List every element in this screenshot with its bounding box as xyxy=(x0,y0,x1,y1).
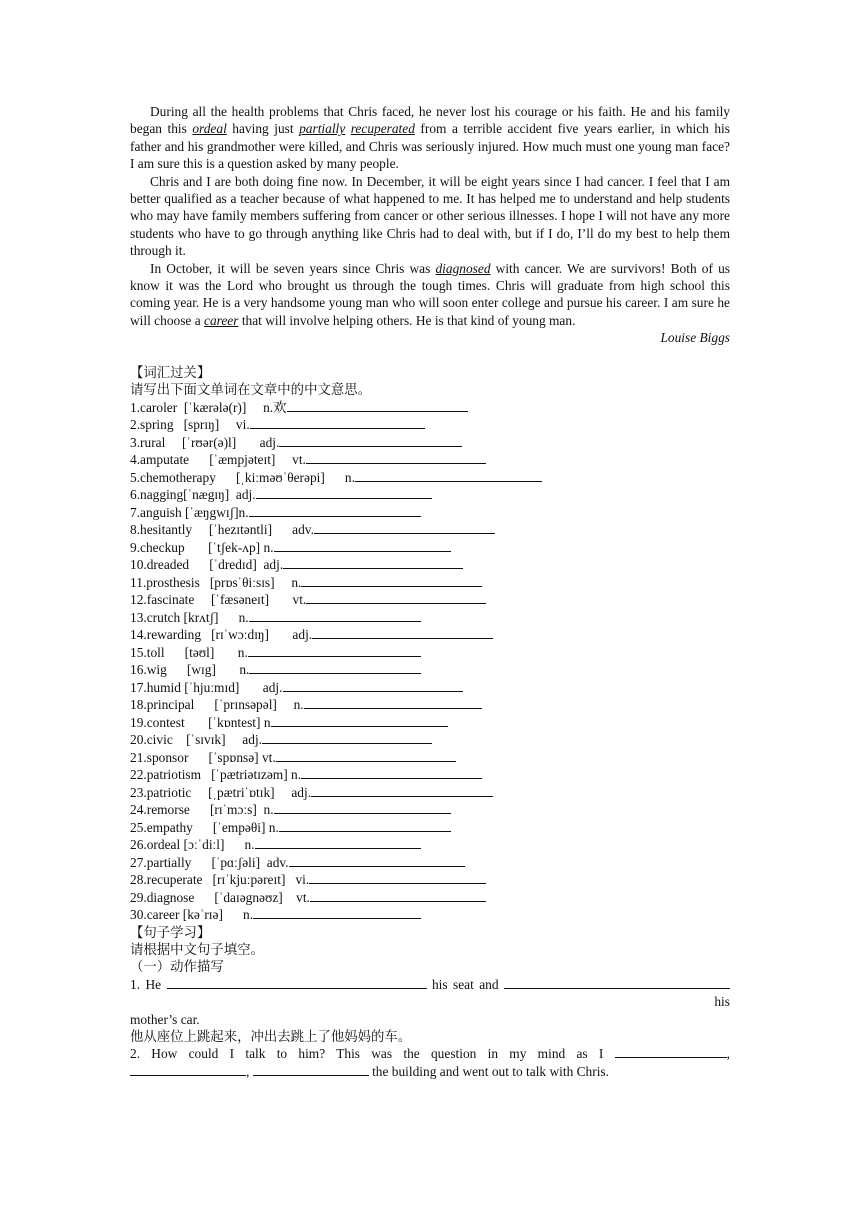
answer-blank[interactable] xyxy=(287,399,468,412)
sentence-2-continued xyxy=(130,1063,730,1080)
vocab-list xyxy=(130,399,730,924)
vocab-word: 5.chemotherapy [ˌkiːməʊˈθerəpi] n. xyxy=(130,469,355,485)
answer-blank[interactable] xyxy=(306,591,486,604)
text-run: his xyxy=(130,994,730,1010)
vocab-item xyxy=(130,784,730,802)
vocab-item xyxy=(130,749,730,767)
vocab-word: 24.remorse [rɪˈmɔːs] n. xyxy=(130,802,274,817)
sentence-1-chinese: 他从座位上跳起来，冲出去跳上了他妈妈的车。 xyxy=(130,1028,412,1044)
answer-blank[interactable] xyxy=(615,1045,727,1058)
vocab-word: 30.career [kəˈrɪə] n. xyxy=(130,907,254,922)
vocab-item xyxy=(130,731,730,749)
text-run: , xyxy=(246,1063,250,1079)
answer-blank[interactable] xyxy=(314,521,495,534)
vocab-word: 3.rural [ˈrʊər(ə)l] adj. xyxy=(130,434,280,450)
sentence-instruction: 请根据中文句子填空。 xyxy=(130,941,264,957)
vocab-item xyxy=(130,766,730,784)
vocab-item xyxy=(130,889,730,907)
vocab-word: 28.recuperate [rɪˈkjuːpəreɪt] vi. xyxy=(130,872,310,887)
vocab-item xyxy=(130,434,730,452)
text-run: that will involve helping others. He is that kind of young man. xyxy=(238,312,576,328)
vocab-item xyxy=(130,469,730,487)
vocab-item xyxy=(130,854,730,872)
passage-paragraph-1 xyxy=(130,103,730,173)
text-run: 2. How could I talk to him? This was the question in my mind as I xyxy=(130,1046,615,1062)
key-word-ordeal: ordeal xyxy=(192,121,227,137)
vocab-word: 23.patriotic [ˌpætriˈɒtɪk] adj. xyxy=(130,784,312,800)
text-run: the building and went out to talk with Chris. xyxy=(368,1063,609,1079)
answer-blank[interactable] xyxy=(253,1063,369,1076)
answer-blank[interactable] xyxy=(274,801,451,814)
vocab-item xyxy=(130,626,730,644)
vocab-item xyxy=(130,906,730,924)
vocab-word: 6.nagging[ˈnægɪŋ] adj. xyxy=(130,487,256,502)
vocab-word: 12.fascinate [ˈfæsəneɪt] vt. xyxy=(130,592,307,607)
answer-blank[interactable] xyxy=(301,766,482,779)
key-word-recuperated: recuperated xyxy=(350,121,415,137)
text-run: 1. He xyxy=(130,976,167,992)
vocab-word: 17.humid [ˈhjuːmɪd] adj. xyxy=(130,679,283,695)
text-run: with cancer. We are survivors! Both of us know it was the Lord who brought us through the tough times. Chris will graduate from high school this coming year. He is a very handsome young man who will soon enter college and pursue his career. I am sure he will choose a xyxy=(130,260,730,328)
vocab-item xyxy=(130,714,730,732)
vocab-word: 1.caroler [ˈkærələ(r)] n.欢 xyxy=(130,399,287,415)
vocab-item xyxy=(130,609,730,627)
vocab-item xyxy=(130,819,730,837)
vocab-word: 21.sponsor [ˈspɒnsə] vt. xyxy=(130,749,276,765)
answer-blank[interactable] xyxy=(310,889,486,902)
vocab-item xyxy=(130,591,730,609)
vocab-item xyxy=(130,696,730,714)
text-run: During all the health problems that Chris faced, he never lost his courage or his faith. He and his family began this xyxy=(130,104,730,137)
vocab-instruction: 请写出下面文单词在文章中的中文意思。 xyxy=(130,382,372,398)
vocab-item xyxy=(130,836,730,854)
vocab-item xyxy=(130,399,730,417)
vocab-word: 16.wig [wɪg] n. xyxy=(130,662,250,677)
answer-blank[interactable] xyxy=(250,416,425,429)
vocab-word: 18.principal [ˈprɪnsəpəl] n. xyxy=(130,697,304,712)
vocab-word: 4.amputate [ˈæmpjəteɪt] vt. xyxy=(130,452,306,467)
answer-blank[interactable] xyxy=(289,854,465,867)
answer-blank[interactable] xyxy=(355,469,542,482)
vocab-word: 19.contest [ˈkɒntest] n xyxy=(130,714,271,730)
sentence-2 xyxy=(130,1045,730,1062)
answer-blank[interactable] xyxy=(262,731,432,744)
vocab-item xyxy=(130,661,730,679)
vocab-word: 14.rewarding [rɪˈwɔːdɪŋ] adj. xyxy=(130,627,313,642)
answer-blank[interactable] xyxy=(311,784,493,797)
vocab-word: 10.dreaded [ˈdredɪd] adj. xyxy=(130,557,284,572)
passage-paragraph-2: Chris and I are both doing fine now. In December, it will be eight years since I had cancer. I feel that I am better qualified as a teacher because of what happened to me. It has helped me to understand and help students who may have family members suffering from cancer or other serious illnesses. I hope I will not have any more students who have to go through anything like Chris had to deal with, but if I do, I’ll do my best to help them through it. xyxy=(130,173,730,259)
answer-blank[interactable] xyxy=(283,679,464,692)
answer-blank[interactable] xyxy=(255,836,421,849)
key-word-partially: partially xyxy=(299,121,346,137)
vocab-item xyxy=(130,801,730,819)
answer-blank[interactable] xyxy=(283,556,463,569)
answer-blank[interactable] xyxy=(249,609,421,622)
text-run: his seat and xyxy=(426,976,504,992)
vocab-item xyxy=(130,451,730,469)
key-word-diagnosed: diagnosed xyxy=(435,260,491,276)
vocab-word: 22.patriotism [ˈpætriətɪzəm] n. xyxy=(130,767,302,782)
vocab-word: 2.spring [sprɪŋ] vi. xyxy=(130,417,250,432)
vocab-word: 13.crutch [krʌtʃ] n. xyxy=(130,609,249,625)
answer-blank[interactable] xyxy=(312,626,493,639)
vocab-word: 7.anguish [ˈæŋgwɪʃ]n. xyxy=(130,504,249,520)
vocab-item xyxy=(130,539,730,557)
author-signature: Louise Biggs xyxy=(660,330,730,346)
answer-blank[interactable] xyxy=(279,434,462,447)
vocab-word: 26.ordeal [ɔːˈdiːl] n. xyxy=(130,837,255,852)
text-run: In October, it will be seven years since Chris was xyxy=(150,260,436,276)
text-run: , xyxy=(726,1046,730,1062)
subsection-action-description: （一）动作描写 xyxy=(130,959,224,975)
vocab-section-title: 【词汇过关】 xyxy=(130,364,211,380)
answer-blank[interactable] xyxy=(304,696,482,709)
answer-blank[interactable] xyxy=(248,644,421,657)
vocab-item xyxy=(130,871,730,889)
worksheet-page xyxy=(130,103,730,1080)
vocab-word: 25.empathy [ˈempəθi] n. xyxy=(130,819,279,835)
answer-blank[interactable] xyxy=(504,976,730,989)
vocab-item xyxy=(130,556,730,574)
answer-blank[interactable] xyxy=(167,976,427,989)
answer-blank[interactable] xyxy=(309,871,486,884)
vocab-item xyxy=(130,521,730,539)
sentence-section-title: 【句子学习】 xyxy=(130,924,211,940)
answer-blank[interactable] xyxy=(279,819,451,832)
vocab-item xyxy=(130,679,730,697)
text-run: having just xyxy=(226,121,300,137)
vocab-word: 27.partially [ˈpɑːʃəli] adv. xyxy=(130,854,289,870)
answer-blank[interactable] xyxy=(253,906,421,919)
answer-blank[interactable] xyxy=(249,504,421,517)
answer-blank[interactable] xyxy=(301,574,482,587)
vocab-item xyxy=(130,504,730,522)
vocab-item xyxy=(130,486,730,504)
vocab-item xyxy=(130,644,730,662)
vocab-word: 20.civic [ˈsɪvɪk] adj. xyxy=(130,732,263,747)
vocab-word: 8.hesitantly [ˈhezɪtəntli] adv. xyxy=(130,522,314,537)
answer-blank[interactable] xyxy=(271,714,448,727)
text-run: from a terrible accident five years earlier, in which his father and his grandmother were killed, and Chris was seriously injured. How much must one young man face? I am sure this is a question asked by many people. xyxy=(130,121,730,172)
answer-blank[interactable] xyxy=(130,1063,246,1076)
answer-blank[interactable] xyxy=(256,486,432,499)
sentence-1-continued: mother’s car. xyxy=(130,1011,200,1027)
passage-paragraph-3 xyxy=(130,260,730,330)
vocab-word: 11.prosthesis [prɒsˈθiːsɪs] n. xyxy=(130,574,302,590)
answer-blank[interactable] xyxy=(274,539,451,552)
vocab-word: 9.checkup [ˈtʃek-ʌp] n. xyxy=(130,539,274,555)
sentence-1 xyxy=(130,976,730,1011)
vocab-word: 15.toll [təʊl] n. xyxy=(130,644,248,660)
vocab-item xyxy=(130,574,730,592)
answer-blank[interactable] xyxy=(276,749,456,762)
key-word-career: career xyxy=(204,312,239,328)
answer-blank[interactable] xyxy=(249,661,421,674)
answer-blank[interactable] xyxy=(306,451,486,464)
vocab-word: 29.diagnose [ˈdaɪəgnəʊz] vt. xyxy=(130,889,310,905)
vocab-item xyxy=(130,416,730,434)
